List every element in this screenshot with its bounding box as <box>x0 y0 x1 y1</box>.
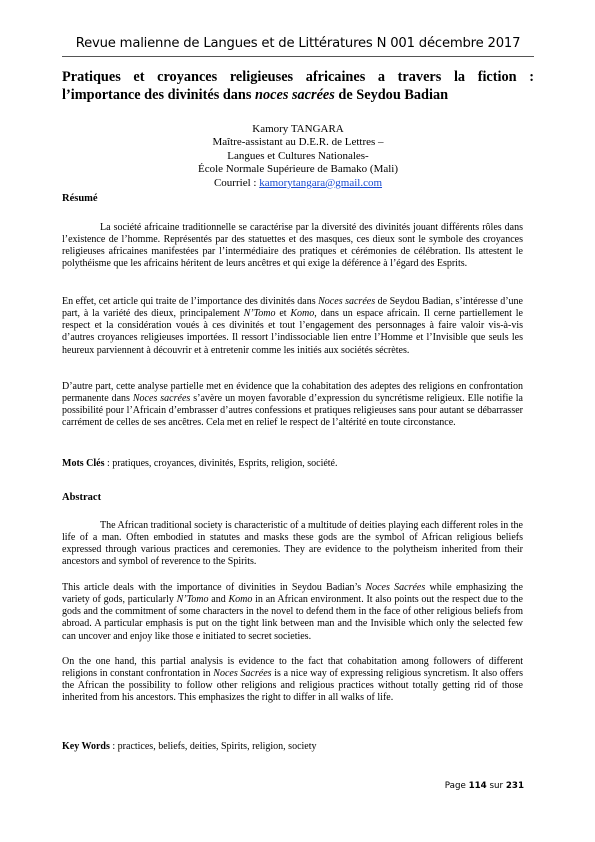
abstract-p2-a: This article deals with the importance of divinities in Seydou Badian’s <box>62 582 366 593</box>
abstract-keywords-label: Key Words <box>62 741 110 752</box>
article-title <box>62 68 534 104</box>
title-novel-italic: noces sacrées <box>255 87 335 103</box>
page-of-label: sur <box>489 781 504 791</box>
resume-p2-ntomo: N’Tomo <box>243 308 276 320</box>
author-email-line <box>62 177 534 190</box>
author-position: Maître-assistant au D.E.R. de Lettres – <box>212 136 384 149</box>
resume-p2-novel: Noces sacrées <box>318 296 376 307</box>
abstract-p2-komo: Komo <box>228 594 253 606</box>
resume-p2-a: En effet, cet article qui traite de l’importance des divinités dans <box>62 296 319 307</box>
resume-heading: Résumé <box>62 193 98 204</box>
abstract-paragraph-1 <box>62 520 523 569</box>
abstract-p2-c: while emphasizing the variety of gods, particularly <box>62 582 523 606</box>
abstract-p2-e: and <box>208 594 229 606</box>
email-link[interactable]: kamorytangara@gmail.com <box>259 176 383 189</box>
page-number <box>445 781 524 791</box>
resume-p2-e: et <box>275 308 291 320</box>
abstract-p2-g: in an African environment. It also points out the respect due to the gods and the commitment of some characters in the novel to defend them in the face of other religious beliefs from abroad. A particular emphasis is put on the tight link between man and the Invisible which only the selected few can uncover and enjoy like those e initiated to secret societies. <box>62 594 523 642</box>
resume-keywords-label: Mots Clés <box>62 458 105 469</box>
author-department: Langues et Cultures Nationales- <box>227 149 369 162</box>
title-line-2-start: l’importance des divinités dans <box>62 87 252 103</box>
resume-p2-c: de Seydou Badian, s’intéresse d’une part, à la variété des dieux, principalement <box>62 296 523 320</box>
author-block <box>62 123 534 190</box>
author-school: École Normale Supérieure de Bamako (Mali) <box>197 163 399 176</box>
abstract-paragraph-2 <box>62 582 523 643</box>
abstract-p2-novel: Noces Sacrées <box>365 582 426 593</box>
resume-p3-a: D’autre part, cette analyse partielle met en évidence que la cohabitation des adeptes des religions en confrontation permanente dans <box>62 381 523 405</box>
abstract-paragraph-3 <box>62 656 523 705</box>
resume-paragraph-2 <box>62 296 523 357</box>
abstract-keywords-text: : practices, beliefs, deities, Spirits, religion, society <box>109 741 317 752</box>
title-line-2-end: de Seydou Badian <box>334 87 449 103</box>
abstract-p3-novel: Noces Sacrées <box>213 668 272 680</box>
resume-p3-c: s’avère un moyen favorable d’expression du syncrétisme religieux. Elle notifie la possibilité pour l’Africain d’embrasser d’autres confessions et pratiques religieuses sans pour autant se débarrasser carrément de celles de ses ancêtres. Cela met en relief le respect de l’altérité en toute circonstance. <box>62 393 523 429</box>
current-page: 114 <box>468 781 487 791</box>
page-label: Page <box>444 781 466 791</box>
abstract-p1-text: The African traditional society is characteristic of a multitude of deities playing each different roles in the life of a man. Often embodied in statutes and masks these gods are the symbol of African religious beliefs expressed through various practices and ceremonies. They are evidence to the polytheism inherited from their ancestors and symbol of reverence to the Spirits. <box>62 520 523 568</box>
abstract-p3-a: On the one hand, this partial analysis is evidence to the fact that cohabitation among followers of different religions in constant confrontation in <box>62 656 523 680</box>
abstract-p2-ntomo: N’Tomo <box>176 594 209 606</box>
resume-paragraph-3 <box>62 381 523 430</box>
abstract-keywords <box>62 741 523 753</box>
abstract-heading: Abstract <box>62 492 102 503</box>
resume-p2-g: , dans un espace africain. Il cerne partiellement le respect et la considération voués à ces divinités et tout l’engagement des personnages à faire valoir vis-à-vis d’autres croyances religieuses importées. Il ressort l’indissociable lien entre l’Homme et l’Invisible que seuls les heureux parviennent à découvrir et à entretenir comme les initiés aux sociétés sécrètes. <box>62 308 523 356</box>
running-header: Revue malienne de Langues et de Littératures N 001 décembre 2017 <box>75 36 521 51</box>
title-line-2 <box>62 86 534 104</box>
resume-p3-novel: Noces sacrées <box>132 393 191 405</box>
resume-p2-komo: Komo <box>290 308 315 320</box>
resume-paragraph-1 <box>62 222 523 271</box>
email-label: Courriel : <box>213 176 257 189</box>
header-rule <box>62 56 534 57</box>
abstract-p3-c: is a nice way of expressing religious syncretism. It also offers the African the possibility to follow other religions and religious practices without totally getting rid of those inherited from his ancestors. This emphasizes the right to differ in all walks of life. <box>62 668 523 704</box>
resume-p1-text: La société africaine traditionnelle se caractérise par la diversité des divinités jouant différents rôles dans l’existence de l’homme. Représentés par des statuettes et des masques, ces dieux sont le symbole des croyances religieuses africaines manifestées par l’intermédiaire des pratiques et cérémonies de célébration. Ils attestent le polythéisme que les africains héritent de leurs ancêtres et qui exige la déférence à l’égard des Esprits. <box>62 222 523 270</box>
author-name: Kamory TANGARA <box>252 123 344 135</box>
title-line-1: Pratiques et croyances religieuses africaines a travers la fiction : <box>62 69 534 85</box>
resume-keywords <box>62 458 523 470</box>
total-pages: 231 <box>505 781 524 791</box>
resume-keywords-text: : pratiques, croyances, divinités, Esprits, religion, société. <box>104 458 338 469</box>
